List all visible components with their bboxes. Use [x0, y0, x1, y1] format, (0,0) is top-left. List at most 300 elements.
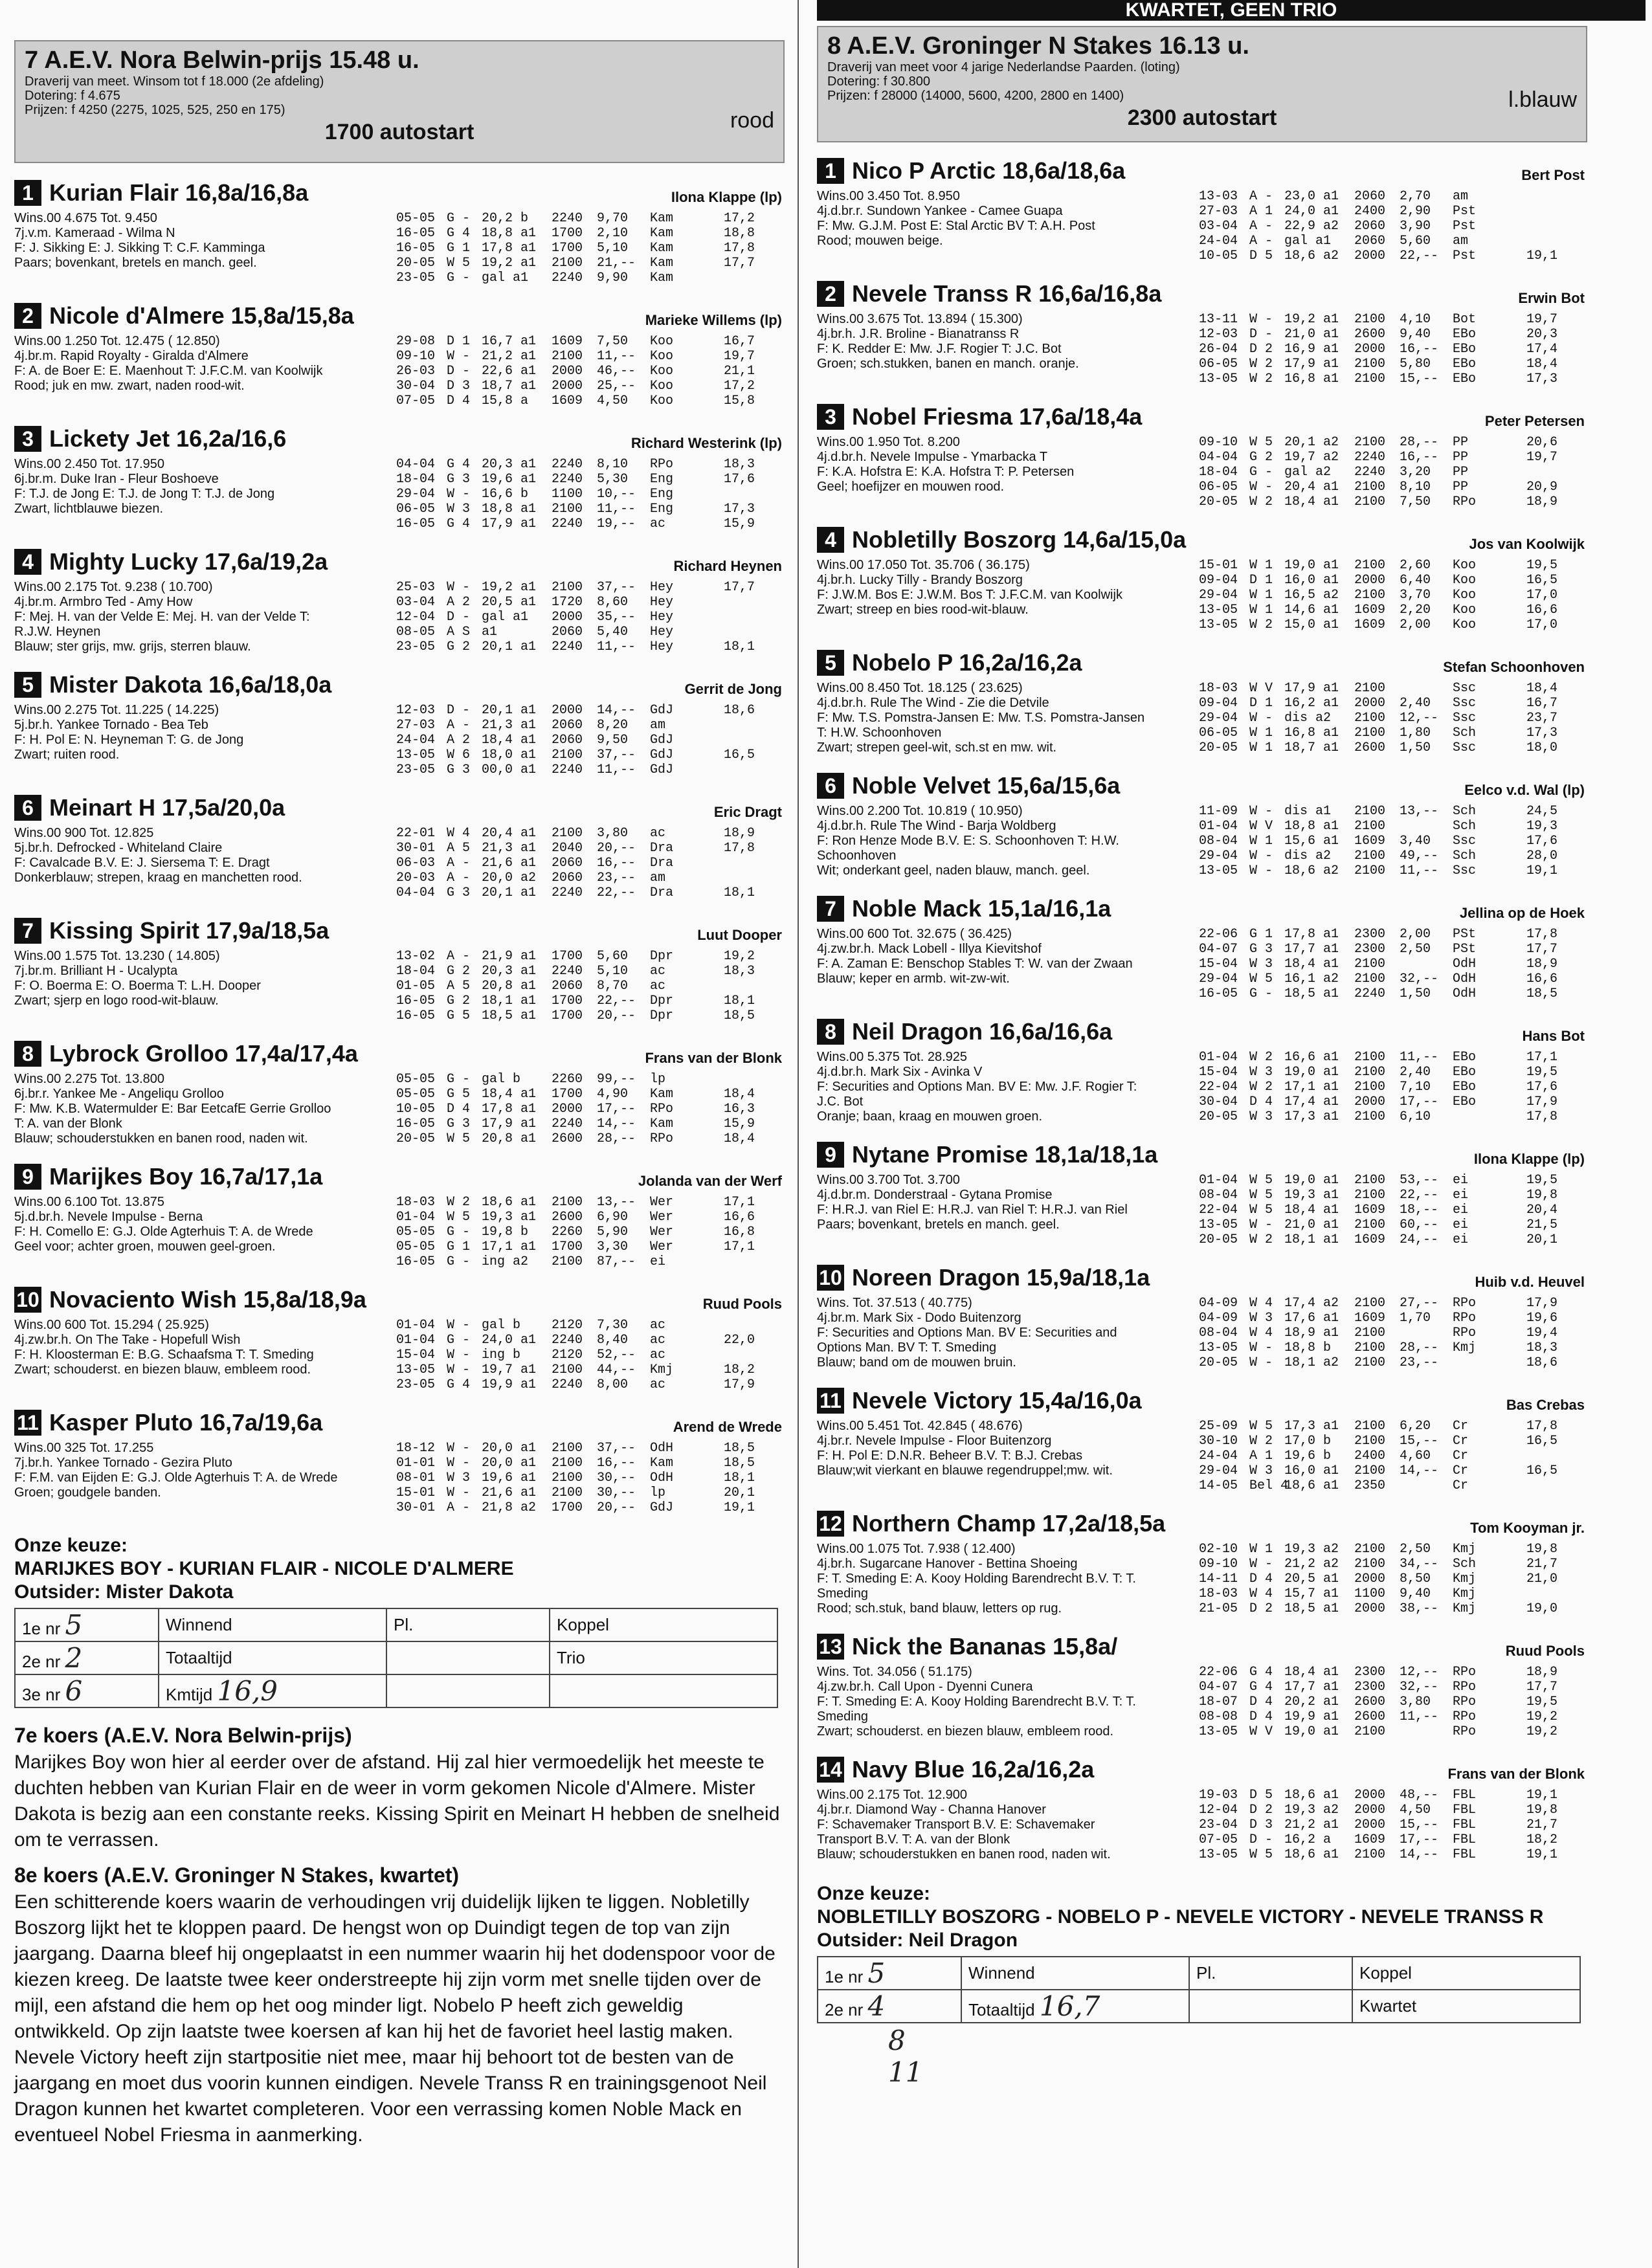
- start-row: [1199, 1232, 1587, 1247]
- start-cell: A -: [447, 949, 471, 964]
- start-cell: W -: [1249, 863, 1273, 878]
- start-cell: [703, 762, 755, 777]
- start-cell: RPo: [1453, 1724, 1477, 1739]
- start-cell: G 4: [447, 517, 471, 531]
- start-cell: Kam: [650, 1087, 674, 1102]
- start-cell: 2100: [1354, 1463, 1386, 1478]
- start-cell: 18,3: [1526, 1340, 1557, 1355]
- start-cell: 1700: [552, 1500, 583, 1515]
- recent-starts: [396, 1195, 785, 1269]
- recent-starts: [1199, 1542, 1587, 1616]
- start-row: [396, 1240, 785, 1254]
- choice-horses: NOBLETILLY BOSZORG - NOBELO P - NEVELE VICTORY - NEVELE TRANSS R: [817, 1906, 1544, 1928]
- start-cell: Cr: [1453, 1419, 1469, 1434]
- entry-info-line: 5j.br.h. Defrocked - Whiteland Claire: [14, 841, 223, 855]
- start-cell: 2100: [552, 1362, 583, 1377]
- start-cell: 2350: [1354, 1478, 1386, 1493]
- driver-name: Ilona Klappe (lp): [1473, 1151, 1585, 1167]
- start-cell: G 2: [447, 639, 471, 654]
- entry-info-line: 4j.br.h. Sugarcane Hanover - Bettina Shoeing: [817, 1557, 1078, 1571]
- row-label: 3e nr: [22, 1685, 61, 1704]
- start-row: [1199, 1188, 1587, 1203]
- start-cell: GdJ: [650, 703, 674, 718]
- start-cell: 19,1: [1526, 1788, 1557, 1803]
- driver-name: Jos van Koolwijk: [1469, 536, 1585, 552]
- start-cell: 2100: [1354, 372, 1386, 386]
- start-cell: 20,2 b: [482, 211, 529, 226]
- start-cell: Kmj: [650, 1362, 674, 1377]
- start-cell: 21,5: [1526, 1217, 1557, 1232]
- start-number: 5: [14, 672, 41, 698]
- entry-info: [14, 211, 390, 271]
- start-cell: 2100: [1354, 1724, 1386, 1739]
- start-cell: 17,0: [1526, 588, 1557, 603]
- start-cell: D 1: [447, 334, 471, 349]
- start-cell: 23,--: [597, 871, 636, 885]
- recent-starts: [1199, 1173, 1587, 1247]
- start-cell: 2100: [1354, 1419, 1386, 1434]
- start-cell: 17,4: [1526, 342, 1557, 357]
- start-cell: 20,1 a2: [1284, 435, 1339, 450]
- start-row: [396, 580, 785, 595]
- start-cell: gal b: [482, 1318, 521, 1333]
- start-row: [1199, 617, 1587, 632]
- start-cell: A 2: [447, 595, 471, 610]
- start-cell: 18,5: [723, 1441, 755, 1456]
- start-cell: ac: [650, 1377, 666, 1392]
- start-cell: lp: [650, 1072, 666, 1087]
- entry-header: [817, 400, 1587, 434]
- start-cell: 20-03: [396, 871, 436, 885]
- start-number: 6: [817, 773, 844, 799]
- start-cell: G 5: [447, 1008, 471, 1023]
- start-cell: Ssc: [1453, 681, 1477, 696]
- start-cell: am: [1453, 189, 1469, 204]
- horse-entry: [14, 914, 785, 1037]
- start-cell: 23-04: [1199, 1818, 1238, 1832]
- start-cell: W 2: [1249, 495, 1273, 509]
- start-cell: 20,1 a1: [482, 639, 537, 654]
- recent-starts: [396, 1318, 785, 1392]
- start-row: [1199, 558, 1587, 573]
- start-cell: EBo: [1453, 342, 1477, 357]
- start-row: [396, 211, 785, 226]
- start-cell: 23,7: [1526, 711, 1557, 726]
- start-cell: 2240: [552, 762, 583, 777]
- start-cell: W -: [1249, 312, 1273, 327]
- start-cell: 14,--: [597, 1117, 636, 1131]
- start-row: [1199, 804, 1587, 819]
- start-cell: OdH: [1453, 957, 1477, 972]
- start-cell: 16,--: [1400, 342, 1439, 357]
- start-cell: G 1: [447, 1240, 471, 1254]
- horse-name: Neil Dragon 16,6a/16,6a: [852, 1018, 1113, 1045]
- start-cell: 01-05: [396, 979, 436, 994]
- entry-info-line: F: T. Smeding E: A. Kooy Holding Barendrecht B.V. T: T.: [817, 1695, 1136, 1709]
- entry-info-line: 7j.br.m. Brilliant H - Ucalypta: [14, 964, 178, 978]
- start-cell: 06-05: [1199, 357, 1238, 372]
- start-cell: 4,10: [1400, 312, 1431, 327]
- start-cell: D -: [1249, 327, 1273, 342]
- start-row: [1199, 495, 1587, 509]
- start-row: [396, 1348, 785, 1362]
- start-cell: D 5: [1249, 1788, 1273, 1803]
- start-cell: 01-04: [1199, 1050, 1238, 1065]
- start-cell: D 3: [1249, 1818, 1273, 1832]
- start-cell: 2300: [1354, 942, 1386, 957]
- start-cell: 14,--: [1400, 1847, 1439, 1862]
- start-cell: 21,7: [1526, 1557, 1557, 1572]
- start-cell: Ssc: [1453, 696, 1477, 711]
- start-cell: 13-03: [1199, 189, 1238, 204]
- horse-entry: [817, 1507, 1587, 1630]
- start-cell: 5,60: [597, 949, 629, 964]
- entry-info-line: Zwart; schouderst. en biezen blauw, embleem rood.: [14, 1362, 311, 1377]
- start-cell: 21,8 a2: [482, 1500, 537, 1515]
- start-cell: W V: [1249, 1724, 1273, 1739]
- start-cell: 2100: [1354, 804, 1386, 819]
- entry-info-line: 6j.br.m. Duke Iran - Fleur Boshoeve: [14, 472, 219, 486]
- start-cell: 17,6 a1: [1284, 1311, 1339, 1326]
- start-row: [1199, 819, 1587, 834]
- start-cell: Koo: [1453, 558, 1477, 573]
- start-cell: [1400, 957, 1453, 972]
- commentary-title: 7e koers (A.E.V. Nora Belwin-prijs): [14, 1724, 352, 1747]
- start-cell: 19,3: [1526, 819, 1557, 834]
- start-cell: am: [650, 871, 666, 885]
- horse-entry: [14, 791, 785, 914]
- start-cell: 16,7: [1526, 696, 1557, 711]
- driver-name: Arend de Wrede: [673, 1419, 782, 1435]
- start-cell: 17,0 b: [1284, 1434, 1332, 1449]
- entry-info: [817, 927, 1192, 986]
- start-cell: A 2: [447, 733, 471, 748]
- horse-name: Nobletilly Boszorg 14,6a/15,0a: [852, 526, 1187, 553]
- horse-entry: [817, 154, 1587, 277]
- race-color: rood: [730, 108, 774, 133]
- start-cell: 1609: [1354, 834, 1386, 849]
- start-cell: 2000: [552, 364, 583, 379]
- start-cell: 8,50: [1400, 1572, 1431, 1586]
- start-cell: 6,40: [1400, 573, 1431, 588]
- recent-starts: [1199, 1419, 1587, 1493]
- start-number: 7: [817, 896, 844, 922]
- start-cell: 22-04: [1199, 1203, 1238, 1217]
- start-row: [396, 1254, 785, 1269]
- start-cell: 06-05: [1199, 726, 1238, 740]
- start-row: [396, 703, 785, 718]
- start-cell: 20,2 a1: [1284, 1695, 1339, 1709]
- start-cell: [1506, 465, 1557, 480]
- start-row: [1199, 1050, 1587, 1065]
- start-cell: 09-10: [1199, 1557, 1238, 1572]
- start-row: [1199, 573, 1587, 588]
- start-cell: 21,1: [723, 364, 755, 379]
- start-cell: 2240: [552, 1333, 583, 1348]
- start-cell: Kam: [650, 256, 674, 271]
- start-cell: 19,2: [723, 949, 755, 964]
- start-cell: RPo: [1453, 1709, 1477, 1724]
- start-row: [1199, 1724, 1587, 1739]
- start-cell: G 4: [1249, 1665, 1273, 1680]
- entry-info-line: Rood; sch.stuk, band blauw, letters op rug.: [817, 1601, 1062, 1616]
- start-cell: 18,5: [723, 1456, 755, 1471]
- start-cell: Kam: [650, 1117, 674, 1131]
- start-cell: GdJ: [650, 748, 674, 762]
- start-cell: 19,3 a1: [1284, 1188, 1339, 1203]
- start-cell: [703, 871, 755, 885]
- start-cell: 60,--: [1400, 1217, 1439, 1232]
- start-cell: 21,2 a1: [1284, 1818, 1339, 1832]
- start-cell: 18,1: [723, 994, 755, 1008]
- recent-starts: [1199, 681, 1587, 755]
- result-cell-3: [15, 1674, 159, 1707]
- start-cell: 53,--: [1400, 1173, 1439, 1188]
- start-cell: 1100: [1354, 1586, 1386, 1601]
- start-cell: FBL: [1453, 1803, 1477, 1818]
- start-cell: 2240: [1354, 465, 1386, 480]
- start-cell: FBL: [1453, 1832, 1477, 1847]
- horse-entry: [817, 1384, 1587, 1507]
- start-cell: ei: [1453, 1173, 1469, 1188]
- start-cell: 18,8 a1: [482, 502, 537, 517]
- start-cell: 16-05: [396, 241, 436, 256]
- horse-name: Noble Velvet 15,6a/15,6a: [852, 772, 1121, 799]
- start-cell: [1506, 1586, 1557, 1601]
- start-cell: 13-05: [1199, 1217, 1238, 1232]
- commentary-title: 8e koers (A.E.V. Groninger N Stakes, kwartet): [14, 1863, 460, 1887]
- start-cell: GdJ: [650, 762, 674, 777]
- start-cell: 2240: [1354, 450, 1386, 465]
- driver-name: Richard Heynen: [673, 558, 782, 574]
- start-cell: 20,1: [1526, 1232, 1557, 1247]
- start-row: [1199, 1326, 1587, 1340]
- start-cell: 17,2: [723, 211, 755, 226]
- start-cell: G 4: [447, 226, 471, 241]
- start-cell: 17,3: [1526, 726, 1557, 740]
- start-cell: FBL: [1453, 1788, 1477, 1803]
- start-row: [1199, 681, 1587, 696]
- start-cell: Hey: [650, 595, 674, 610]
- start-cell: 13-05: [1199, 603, 1238, 617]
- start-cell: dis a1: [1284, 804, 1332, 819]
- start-cell: 24,5: [1526, 804, 1557, 819]
- start-row: [396, 349, 785, 364]
- start-cell: 12,--: [1400, 1665, 1439, 1680]
- start-cell: 11,--: [597, 349, 636, 364]
- horse-name: Marijkes Boy 16,7a/17,1a: [49, 1163, 323, 1190]
- start-cell: 01-04: [396, 1318, 436, 1333]
- start-cell: 17,3 a1: [1284, 1109, 1339, 1124]
- entry-list: [14, 176, 785, 1529]
- start-cell: 08-08: [1199, 1709, 1238, 1724]
- start-cell: Bot: [1453, 312, 1477, 327]
- start-cell: 18,4 a1: [482, 1087, 537, 1102]
- start-cell: W 1: [1249, 558, 1273, 573]
- horse-name: Nytane Promise 18,1a/18,1a: [852, 1141, 1158, 1168]
- start-row: [1199, 1695, 1587, 1709]
- start-cell: G -: [447, 1254, 471, 1269]
- start-cell: 19,2 a1: [482, 580, 537, 595]
- entry-info: [817, 312, 1192, 372]
- start-cell: 2240: [552, 639, 583, 654]
- start-cell: PSt: [1453, 942, 1477, 957]
- entry-info-line: Zwart; streep en bies rood-wit-blauw.: [817, 603, 1029, 617]
- start-cell: 24,0 a1: [482, 1333, 537, 1348]
- entry-info: [14, 826, 390, 885]
- start-cell: 1700: [552, 949, 583, 964]
- start-cell: 3,70: [1400, 588, 1431, 603]
- recent-starts: [396, 580, 785, 654]
- start-cell: EBo: [1453, 1095, 1477, 1109]
- empty-cell: [550, 1674, 777, 1707]
- start-cell: 2600: [1354, 327, 1386, 342]
- horse-name: Nobelo P 16,2a/16,2a: [852, 649, 1082, 676]
- start-cell: W 4: [1249, 1586, 1273, 1601]
- start-cell: 04-04: [1199, 450, 1238, 465]
- start-cell: 2240: [552, 457, 583, 472]
- start-cell: 21,6 a1: [482, 1485, 537, 1500]
- start-row: [396, 1471, 785, 1485]
- start-row: [396, 1131, 785, 1146]
- start-cell: 01-04: [396, 1210, 436, 1225]
- start-row: [396, 610, 785, 625]
- entry-info-line: F: Cavalcade B.V. E: J. Siersema T: E. Dragt: [14, 856, 270, 870]
- start-cell: 16,--: [1400, 450, 1439, 465]
- start-cell: A -: [447, 1500, 471, 1515]
- start-cell: PP: [1453, 465, 1469, 480]
- start-cell: 18,4: [1526, 357, 1557, 372]
- start-row: [1199, 219, 1587, 234]
- start-cell: PP: [1453, 435, 1469, 450]
- start-cell: Wer: [650, 1240, 674, 1254]
- driver-name: Erwin Bot: [1518, 290, 1585, 306]
- start-cell: a1: [482, 625, 498, 639]
- start-number: 1: [14, 180, 41, 206]
- entry-info-line: 7j.v.m. Kameraad - Wilma N: [14, 226, 175, 240]
- start-cell: W 3: [1249, 1311, 1273, 1326]
- entry-info-line: Groen; sch.stukken, banen en manch. oranje.: [817, 357, 1079, 371]
- start-cell: 2600: [1354, 740, 1386, 755]
- start-cell: [1400, 1478, 1453, 1493]
- driver-name: Hans Bot: [1522, 1028, 1585, 1044]
- start-row: [1199, 1847, 1587, 1862]
- start-cell: G 3: [447, 1117, 471, 1131]
- start-cell: 17,1: [723, 1195, 755, 1210]
- entry-info-line: F: H. Pol E: D.N.R. Beheer B.V. T: B.J. Crebas: [817, 1449, 1083, 1463]
- start-cell: 17,3 a1: [1284, 1419, 1339, 1434]
- start-cell: 25,--: [597, 379, 636, 394]
- start-cell: 18,1 a1: [1284, 1232, 1339, 1247]
- start-cell: 13-05: [1199, 1340, 1238, 1355]
- start-cell: 16-05: [396, 1008, 436, 1023]
- start-cell: 1700: [552, 1087, 583, 1102]
- start-cell: 11-09: [1199, 804, 1238, 819]
- start-cell: Wer: [650, 1195, 674, 1210]
- start-cell: Cr: [1453, 1463, 1469, 1478]
- start-cell: 09-04: [1199, 573, 1238, 588]
- start-cell: 10-05: [396, 1102, 436, 1117]
- start-cell: W 2: [1249, 372, 1273, 386]
- start-cell: ing b: [482, 1348, 521, 1362]
- entry-info: [14, 580, 390, 654]
- totaaltijd-cell: [961, 1990, 1189, 2023]
- start-cell: 2100: [1354, 1109, 1386, 1124]
- start-cell: W -: [1249, 711, 1273, 726]
- start-cell: W 2: [1249, 1434, 1273, 1449]
- start-cell: ac: [650, 964, 666, 979]
- start-cell: [1506, 189, 1557, 204]
- start-cell: 22,9 a2: [1284, 219, 1339, 234]
- entry-info-line: 4j.br.h. J.R. Broline - Bianatranss R: [817, 327, 1020, 341]
- start-cell: 22,--: [1400, 249, 1439, 263]
- start-cell: OdH: [1453, 986, 1477, 1001]
- start-cell: 16,7 a1: [482, 334, 537, 349]
- start-cell: 5,10: [597, 241, 629, 256]
- entry-info-line: Donkerblauw; strepen, kraag en manchetten rood.: [14, 871, 302, 885]
- start-number: 12: [817, 1511, 844, 1537]
- entry-info-line: Wins.00 2.450 Tot. 17.950: [14, 457, 165, 471]
- entry-info-line: Wins.00 5.375 Tot. 28.925: [817, 1050, 968, 1064]
- start-cell: 2100: [1354, 1340, 1386, 1355]
- handwritten-kmtijd: 16,9: [217, 1675, 278, 1707]
- koppel-cell: Koppel: [1352, 1957, 1580, 1990]
- start-cell: 2240: [1354, 986, 1386, 1001]
- start-row: [1199, 249, 1587, 263]
- start-cell: 18,0: [1526, 740, 1557, 755]
- start-cell: 19,2: [1526, 1709, 1557, 1724]
- start-row: [1199, 234, 1587, 249]
- start-cell: W 5: [1249, 972, 1273, 986]
- handwritten-number: 4: [867, 1990, 886, 2022]
- start-row: [396, 517, 785, 531]
- entry-info-line: Groen; goudgele banden.: [14, 1485, 161, 1500]
- start-row: [1199, 726, 1587, 740]
- entry-info-line: 7j.br.h. Yankee Tornado - Gezira Pluto: [14, 1456, 232, 1470]
- start-cell: W -: [1249, 480, 1273, 495]
- start-cell: 19,3 a2: [1284, 1803, 1339, 1818]
- start-cell: 8,40: [597, 1333, 629, 1348]
- horse-name: Nobel Friesma 17,6a/18,4a: [852, 403, 1143, 430]
- result-table: [14, 1608, 778, 1708]
- start-cell: W -: [1249, 1557, 1273, 1572]
- start-cell: 2000: [552, 703, 583, 718]
- start-cell: 2000: [1354, 573, 1386, 588]
- start-cell: 2100: [1354, 711, 1386, 726]
- start-cell: ac: [650, 517, 666, 531]
- start-cell: 18-12: [396, 1441, 436, 1456]
- start-cell: 17,9 a1: [482, 1117, 537, 1131]
- handwritten-extra: [888, 2025, 1587, 2088]
- start-row: [1199, 927, 1587, 942]
- start-cell: A S: [447, 625, 471, 639]
- horse-entry: [817, 277, 1587, 400]
- outsider: Outsider: Mister Dakota: [14, 1581, 234, 1603]
- start-cell: 16,8 a1: [1284, 372, 1339, 386]
- horse-entry: [817, 1015, 1587, 1138]
- start-cell: 15,--: [1400, 1818, 1439, 1832]
- start-cell: G 4: [1249, 1680, 1273, 1695]
- start-number: 8: [817, 1019, 844, 1045]
- start-cell: 7,30: [597, 1318, 629, 1333]
- start-cell: G 3: [1249, 942, 1273, 957]
- start-cell: 18,0 a1: [482, 748, 537, 762]
- start-cell: D -: [447, 364, 471, 379]
- start-cell: 18-04: [396, 472, 436, 487]
- recent-starts: [396, 1072, 785, 1146]
- start-cell: 17,9 a1: [1284, 681, 1339, 696]
- start-cell: [703, 733, 755, 748]
